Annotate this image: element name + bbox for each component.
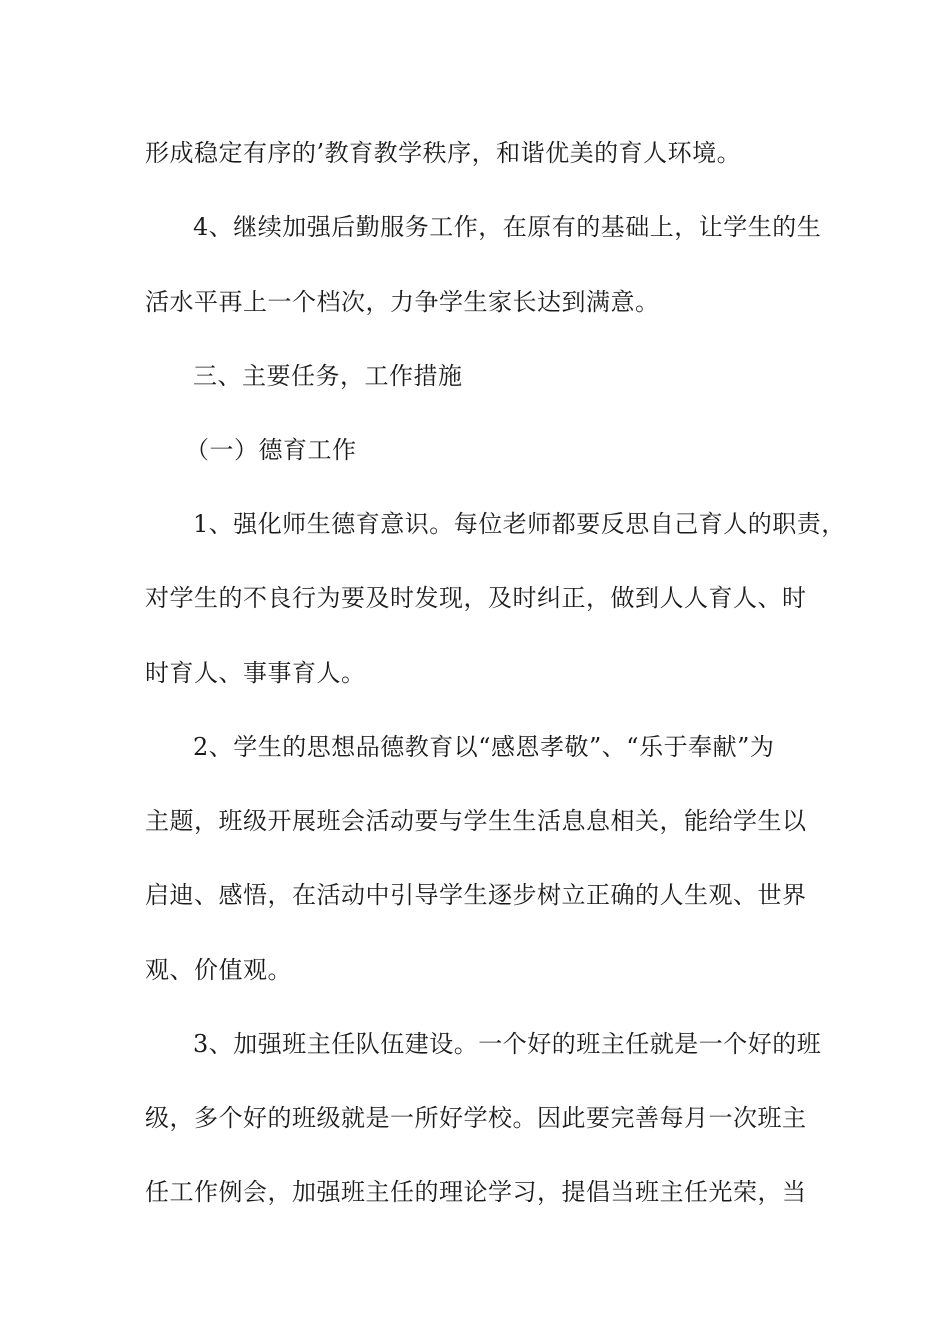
text-line: 级，多个好的班级就是一所好学校。因此要完善每月一次班主 — [145, 1104, 807, 1132]
text-line: 形成稳定有序的’教育教学秩序，和谐优美的育人环境。 — [145, 139, 742, 167]
text-line: 4、继续加强后勤服务工作，在原有的基础上，让学生的生 — [193, 213, 822, 241]
text-line: 活水平再上一个档次，力争学生家长达到满意。 — [145, 288, 660, 316]
text-line: 任工作例会，加强班主任的理论学习，提倡当班主任光荣，当 — [145, 1178, 807, 1206]
text-line: 主题，班级开展班会活动要与学生生活息息相关，能给学生以 — [145, 807, 807, 835]
text-line: 观、价值观。 — [145, 956, 292, 984]
text-line: 对学生的不良行为要及时发现，及时纠正，做到人人育人、时 — [145, 584, 807, 612]
section-heading: 三、主要任务，工作措施 — [193, 362, 463, 390]
subsection-heading: （一）德育工作 — [185, 436, 357, 464]
text-line: 时育人、事事育人。 — [145, 659, 366, 687]
text-line: 1、强化师生德育意识。每位老师都要反思自己育人的职责， — [193, 510, 846, 538]
text-line: 2、学生的思想品德教育以“感恩孝敬”、“乐于奉献”为 — [193, 733, 775, 761]
text-line: 3、加强班主任队伍建设。一个好的班主任就是一个好的班 — [193, 1030, 822, 1058]
text-line: 启迪、感悟，在活动中引导学生逐步树立正确的人生观、世界 — [145, 881, 807, 909]
